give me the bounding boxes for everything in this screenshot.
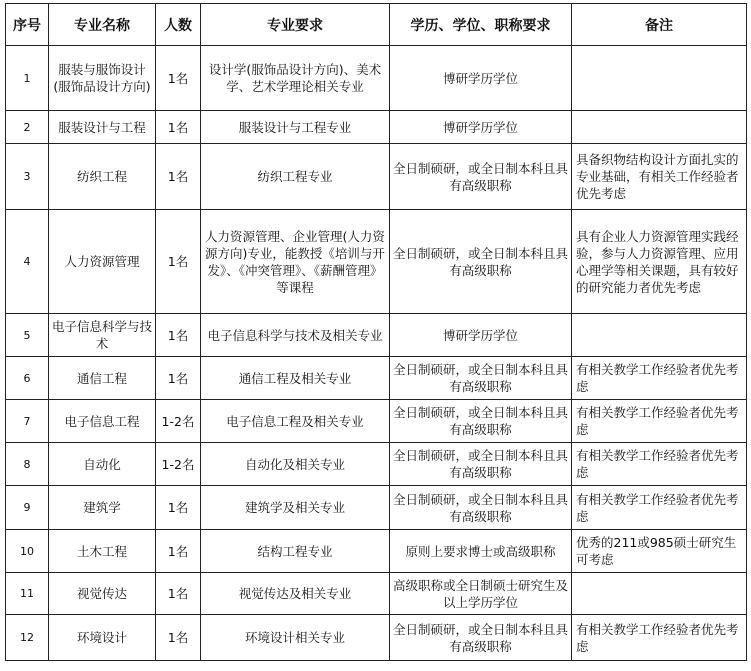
cell-count: 1名 bbox=[156, 530, 201, 573]
table-row bbox=[6, 144, 747, 210]
table-row bbox=[6, 443, 747, 486]
cell-major-name: 视觉传达 bbox=[49, 573, 156, 615]
table-row bbox=[6, 111, 747, 144]
cell-count: 1名 bbox=[156, 486, 201, 530]
table-row bbox=[6, 530, 747, 573]
cell-major-name: 电子信息工程 bbox=[49, 400, 156, 443]
cell-count: 1-2名 bbox=[156, 400, 201, 443]
cell-education-requirement: 全日制硕研，或全日制本科且具有高级职称 bbox=[390, 443, 572, 486]
cell-education-requirement: 全日制硕研，或全日制本科且具有高级职称 bbox=[390, 210, 572, 314]
header-row bbox=[6, 4, 747, 46]
cell-remarks: 优秀的211或985硕士研究生可考虑 bbox=[572, 530, 747, 573]
cell-remarks: 具备织物结构设计方面扎实的专业基础，有相关工作经验者优先考虑 bbox=[572, 144, 747, 210]
cell-education-requirement: 博研学历学位 bbox=[390, 111, 572, 144]
header-major-requirement: 专业要求 bbox=[201, 4, 390, 46]
cell-remarks bbox=[572, 573, 747, 615]
cell-remarks: 具有企业人力资源管理实践经验，参与人力资源管理、应用心理学等相关课题，具有较好的研究能力者优先考虑 bbox=[572, 210, 747, 314]
cell-major-name: 通信工程 bbox=[49, 357, 156, 400]
cell-count: 1名 bbox=[156, 357, 201, 400]
cell-major-requirement: 视觉传达及相关专业 bbox=[201, 573, 390, 615]
cell-major-requirement: 环境设计相关专业 bbox=[201, 615, 390, 661]
table-row bbox=[6, 314, 747, 357]
cell-count: 1名 bbox=[156, 46, 201, 111]
table-row bbox=[6, 357, 747, 400]
cell-remarks bbox=[572, 46, 747, 111]
table-row bbox=[6, 615, 747, 661]
cell-no: 5 bbox=[6, 314, 49, 357]
cell-no: 7 bbox=[6, 400, 49, 443]
cell-remarks: 有相关教学工作经验者优先考虑 bbox=[572, 357, 747, 400]
cell-major-name: 环境设计 bbox=[49, 615, 156, 661]
cell-major-requirement: 人力资源管理、企业管理(人力资源方向)专业，能教授《培训与开发》、《冲突管理》、《薪酬管理》等课程 bbox=[201, 210, 390, 314]
cell-no: 6 bbox=[6, 357, 49, 400]
cell-major-requirement: 电子信息工程及相关专业 bbox=[201, 400, 390, 443]
cell-education-requirement: 全日制硕研，或全日制本科且具有高级职称 bbox=[390, 400, 572, 443]
cell-count: 1名 bbox=[156, 573, 201, 615]
cell-no: 11 bbox=[6, 573, 49, 615]
header-count: 人数 bbox=[156, 4, 201, 46]
cell-major-name: 人力资源管理 bbox=[49, 210, 156, 314]
cell-count: 1名 bbox=[156, 615, 201, 661]
table-row bbox=[6, 486, 747, 530]
cell-education-requirement: 全日制硕研，或全日制本科且具有高级职称 bbox=[390, 357, 572, 400]
cell-remarks: 有相关教学工作经验者优先考虑 bbox=[572, 400, 747, 443]
cell-count: 1名 bbox=[156, 111, 201, 144]
cell-remarks: 有相关教学工作经验者优先考虑 bbox=[572, 615, 747, 661]
cell-no: 4 bbox=[6, 210, 49, 314]
cell-no: 10 bbox=[6, 530, 49, 573]
cell-major-name: 纺织工程 bbox=[49, 144, 156, 210]
header-education-requirement: 学历、学位、职称要求 bbox=[390, 4, 572, 46]
cell-major-requirement: 服装设计与工程专业 bbox=[201, 111, 390, 144]
table-row bbox=[6, 573, 747, 615]
table-body bbox=[6, 46, 747, 661]
cell-major-requirement: 通信工程及相关专业 bbox=[201, 357, 390, 400]
cell-count: 1名 bbox=[156, 144, 201, 210]
table-row bbox=[6, 210, 747, 314]
cell-education-requirement: 博研学历学位 bbox=[390, 46, 572, 111]
cell-no: 3 bbox=[6, 144, 49, 210]
cell-major-requirement: 设计学(服饰品设计方向)、美术学、艺术学理论相关专业 bbox=[201, 46, 390, 111]
cell-no: 1 bbox=[6, 46, 49, 111]
cell-no: 8 bbox=[6, 443, 49, 486]
cell-no: 9 bbox=[6, 486, 49, 530]
header-remarks: 备注 bbox=[572, 4, 747, 46]
cell-education-requirement: 全日制硕研，或全日制本科且具有高级职称 bbox=[390, 615, 572, 661]
cell-major-requirement: 纺织工程专业 bbox=[201, 144, 390, 210]
cell-education-requirement: 博研学历学位 bbox=[390, 314, 572, 357]
cell-major-requirement: 电子信息科学与技术及相关专业 bbox=[201, 314, 390, 357]
cell-education-requirement: 全日制硕研，或全日制本科且具有高级职称 bbox=[390, 144, 572, 210]
cell-major-requirement: 结构工程专业 bbox=[201, 530, 390, 573]
table-row bbox=[6, 46, 747, 111]
cell-major-name: 建筑学 bbox=[49, 486, 156, 530]
header-major-name: 专业名称 bbox=[49, 4, 156, 46]
recruitment-table bbox=[5, 3, 747, 661]
cell-major-name: 自动化 bbox=[49, 443, 156, 486]
table-row bbox=[6, 400, 747, 443]
cell-count: 1名 bbox=[156, 210, 201, 314]
cell-count: 1-2名 bbox=[156, 443, 201, 486]
header-no: 序号 bbox=[6, 4, 49, 46]
cell-remarks: 有相关教学工作经验者优先考虑 bbox=[572, 486, 747, 530]
cell-remarks bbox=[572, 314, 747, 357]
cell-major-name: 服装与服饰设计(服饰品设计方向) bbox=[49, 46, 156, 111]
cell-major-name: 土木工程 bbox=[49, 530, 156, 573]
cell-education-requirement: 全日制硕研，或全日制本科且具有高级职称 bbox=[390, 486, 572, 530]
cell-remarks bbox=[572, 111, 747, 144]
cell-major-requirement: 建筑学及相关专业 bbox=[201, 486, 390, 530]
cell-major-requirement: 自动化及相关专业 bbox=[201, 443, 390, 486]
cell-education-requirement: 原则上要求博士或高级职称 bbox=[390, 530, 572, 573]
cell-education-requirement: 高级职称或全日制硕士研究生及以上学历学位 bbox=[390, 573, 572, 615]
cell-remarks: 有相关教学工作经验者优先考虑 bbox=[572, 443, 747, 486]
cell-no: 2 bbox=[6, 111, 49, 144]
cell-count: 1名 bbox=[156, 314, 201, 357]
cell-major-name: 服装设计与工程 bbox=[49, 111, 156, 144]
cell-no: 12 bbox=[6, 615, 49, 661]
cell-major-name: 电子信息科学与技术 bbox=[49, 314, 156, 357]
